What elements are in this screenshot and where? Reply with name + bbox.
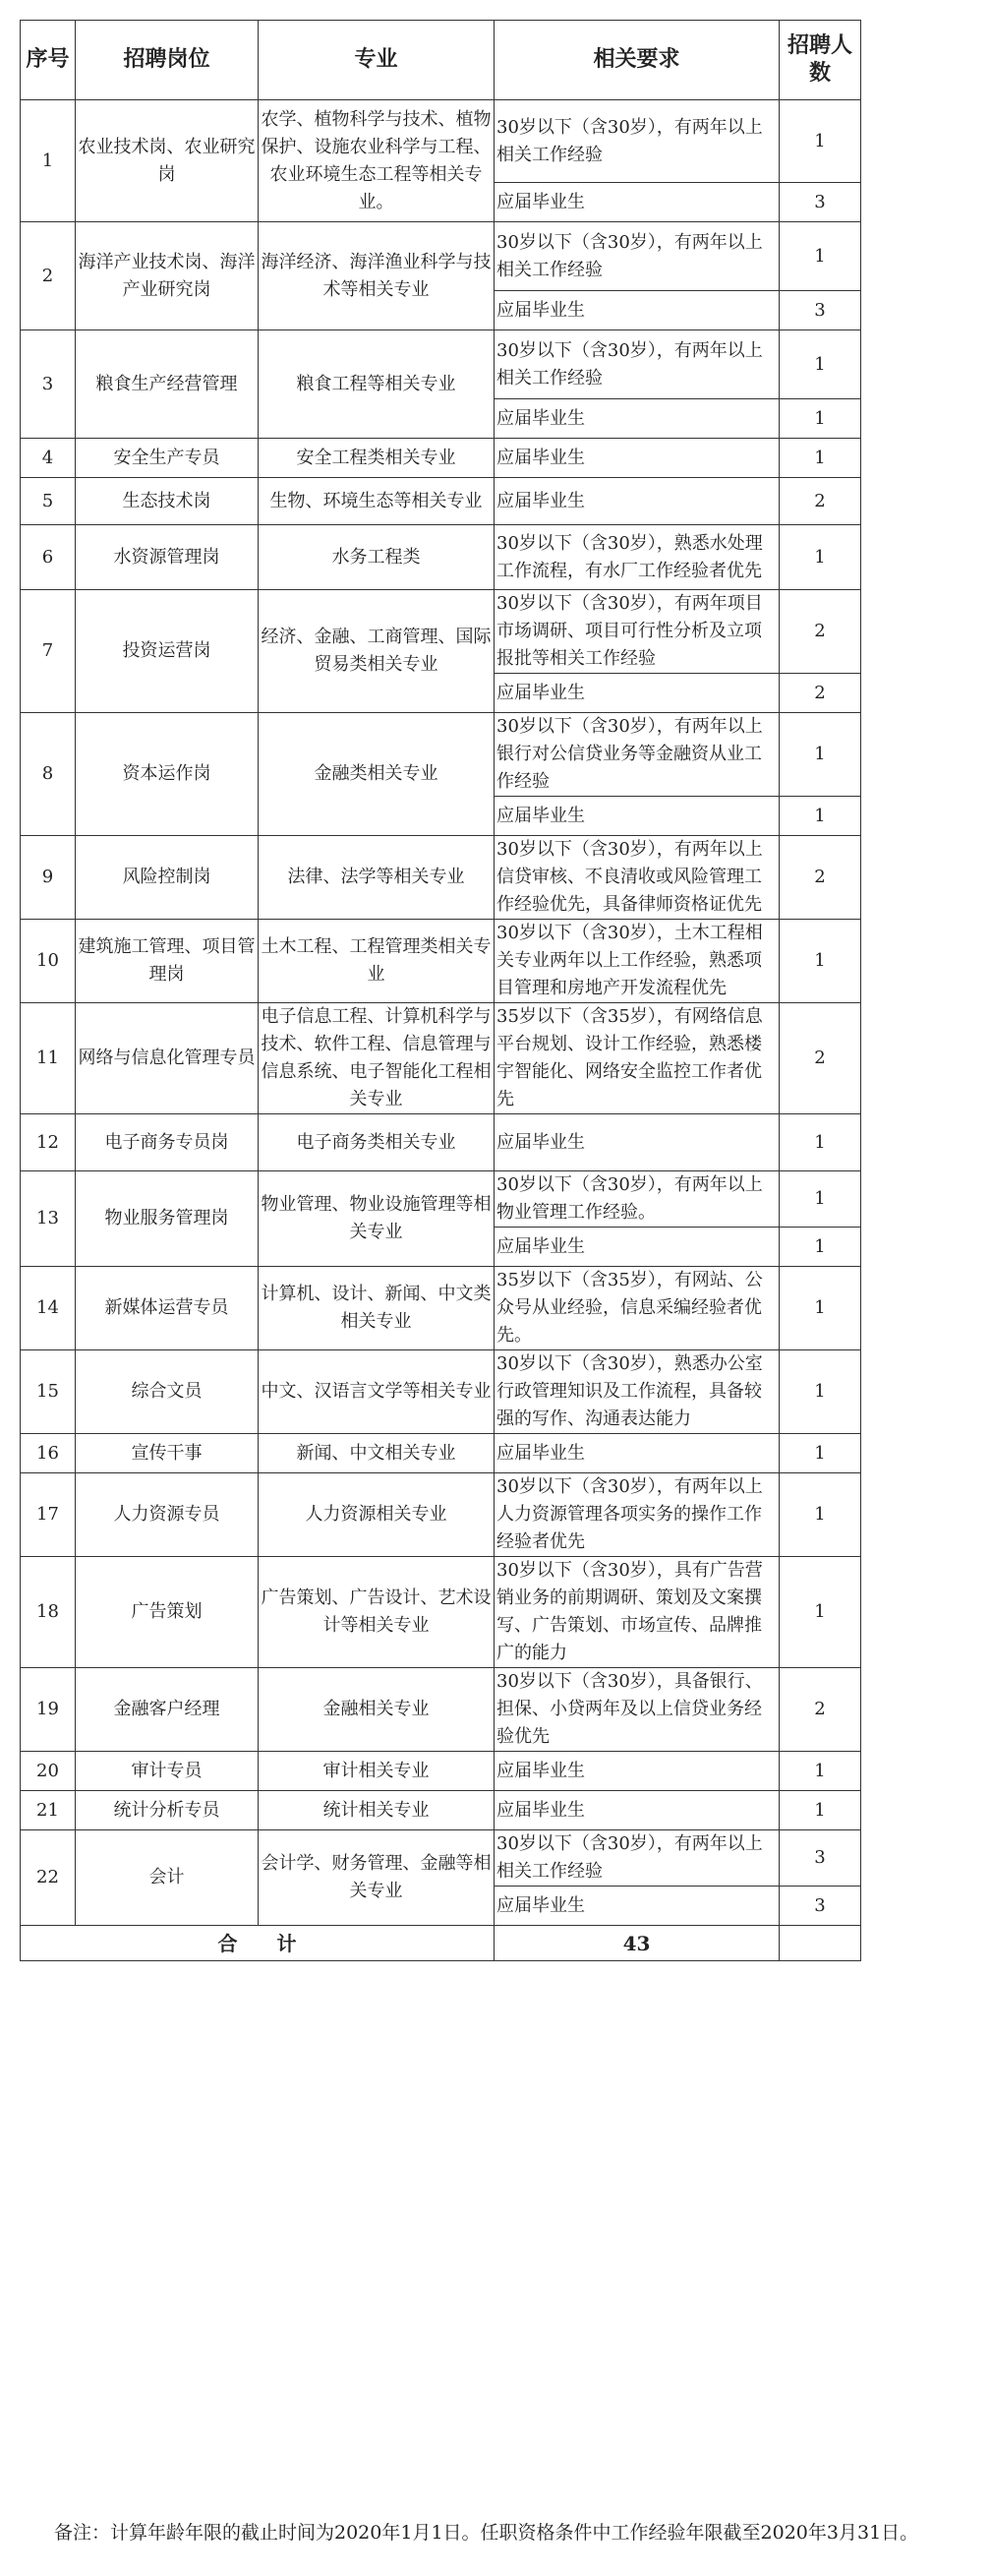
row-count: 1 (780, 1434, 861, 1473)
row-requirement: 30岁以下（含30岁），具有广告营销业务的前期调研、策划及文案撰写、广告策划、市场宣传、品牌推广的能力 (495, 1557, 780, 1668)
row-requirement: 30岁以下（含30岁），有两年以上相关工作经验 (495, 1830, 780, 1887)
row-seq: 17 (21, 1473, 76, 1557)
row-count: 3 (780, 183, 861, 222)
row-major: 金融类相关专业 (259, 713, 495, 836)
table-row (21, 1350, 861, 1434)
row-requirement: 应届毕业生 (495, 291, 780, 330)
row-count: 1 (780, 1267, 861, 1350)
row-count: 1 (780, 525, 861, 590)
row-requirement: 30岁以下（含30岁），有两年项目市场调研、项目可行性分析及立项报批等相关工作经验 (495, 590, 780, 674)
row-seq: 21 (21, 1791, 76, 1830)
row-major: 人力资源相关专业 (259, 1473, 495, 1557)
row-count: 1 (780, 1473, 861, 1557)
row-seq: 2 (21, 222, 76, 330)
row-count: 1 (780, 1228, 861, 1267)
row-count: 3 (780, 1887, 861, 1926)
table-row (21, 478, 861, 525)
row-major: 经济、金融、工商管理、国际贸易类相关专业 (259, 590, 495, 713)
row-requirement: 30岁以下（含30岁），有两年以上物业管理工作经验。 (495, 1171, 780, 1228)
row-post: 资本运作岗 (76, 713, 259, 836)
row-requirement: 应届毕业生 (495, 439, 780, 478)
row-requirement: 30岁以下（含30岁），熟悉办公室行政管理知识及工作流程，具备较强的写作、沟通表达能力 (495, 1350, 780, 1434)
table-row (21, 1791, 861, 1830)
row-count: 1 (780, 797, 861, 836)
row-post: 农业技术岗、农业研究岗 (76, 100, 259, 222)
row-count: 1 (780, 399, 861, 439)
row-seq: 13 (21, 1171, 76, 1267)
table-row (21, 330, 861, 399)
table-body (21, 100, 861, 1926)
row-count: 1 (780, 330, 861, 399)
row-seq: 20 (21, 1752, 76, 1791)
row-post: 电子商务专员岗 (76, 1114, 259, 1171)
table-row (21, 1114, 861, 1171)
row-seq: 5 (21, 478, 76, 525)
row-requirement: 30岁以下（含30岁），有两年以上信贷审核、不良清收或风险管理工作经验优先，具备律师资格证优先 (495, 836, 780, 920)
table-row (21, 1557, 861, 1668)
row-seq: 11 (21, 1003, 76, 1114)
table-row (21, 100, 861, 183)
row-post: 生态技术岗 (76, 478, 259, 525)
table-row (21, 713, 861, 797)
table-row (21, 1171, 861, 1228)
row-post: 投资运营岗 (76, 590, 259, 713)
row-major: 会计学、财务管理、金融等相关专业 (259, 1830, 495, 1926)
row-seq: 22 (21, 1830, 76, 1926)
row-count: 3 (780, 291, 861, 330)
row-post: 会计 (76, 1830, 259, 1926)
row-requirement: 30岁以下（含30岁），有两年以上相关工作经验 (495, 222, 780, 291)
row-post: 广告策划 (76, 1557, 259, 1668)
row-requirement: 应届毕业生 (495, 674, 780, 713)
row-post: 审计专员 (76, 1752, 259, 1791)
row-count: 2 (780, 836, 861, 920)
row-count: 1 (780, 920, 861, 1003)
row-seq: 3 (21, 330, 76, 439)
row-major: 中文、汉语言文学等相关专业 (259, 1350, 495, 1434)
row-post: 金融客户经理 (76, 1668, 259, 1752)
row-count: 2 (780, 590, 861, 674)
table-row (21, 590, 861, 674)
row-major: 电子信息工程、计算机科学与技术、软件工程、信息管理与信息系统、电子智能化工程相关专业 (259, 1003, 495, 1114)
table-row (21, 1267, 861, 1350)
row-requirement: 应届毕业生 (495, 1434, 780, 1473)
row-count: 2 (780, 1668, 861, 1752)
row-major: 计算机、设计、新闻、中文类相关专业 (259, 1267, 495, 1350)
header-seq: 序号 (21, 21, 76, 100)
row-post: 水资源管理岗 (76, 525, 259, 590)
table-row (21, 920, 861, 1003)
row-post: 海洋产业技术岗、海洋产业研究岗 (76, 222, 259, 330)
total-row (21, 1926, 861, 1961)
row-count: 1 (780, 713, 861, 797)
row-count: 1 (780, 1752, 861, 1791)
row-major: 审计相关专业 (259, 1752, 495, 1791)
row-seq: 12 (21, 1114, 76, 1171)
row-post: 风险控制岗 (76, 836, 259, 920)
row-requirement: 35岁以下（含35岁），有网络信息平台规划、设计工作经验，熟悉楼宇智能化、网络安全监控工作者优先 (495, 1003, 780, 1114)
row-requirement: 应届毕业生 (495, 183, 780, 222)
row-seq: 10 (21, 920, 76, 1003)
row-seq: 16 (21, 1434, 76, 1473)
row-count: 2 (780, 674, 861, 713)
row-count: 1 (780, 439, 861, 478)
row-post: 新媒体运营专员 (76, 1267, 259, 1350)
row-post: 统计分析专员 (76, 1791, 259, 1830)
table-row (21, 1003, 861, 1114)
row-requirement: 30岁以下（含30岁），有两年以上相关工作经验 (495, 330, 780, 399)
row-major: 统计相关专业 (259, 1791, 495, 1830)
row-count: 1 (780, 1171, 861, 1228)
row-major: 土木工程、工程管理类相关专业 (259, 920, 495, 1003)
row-post: 网络与信息化管理专员 (76, 1003, 259, 1114)
row-requirement: 35岁以下（含35岁），有网站、公众号从业经验，信息采编经验者优先。 (495, 1267, 780, 1350)
row-post: 建筑施工管理、项目管理岗 (76, 920, 259, 1003)
row-count: 1 (780, 1350, 861, 1434)
row-count: 1 (780, 100, 861, 183)
row-major: 农学、植物科学与技术、植物保护、设施农业科学与工程、农业环境生态工程等相关专业。 (259, 100, 495, 222)
header-requirements: 相关要求 (495, 21, 780, 100)
total-label: 合 计 (21, 1926, 495, 1961)
row-count: 1 (780, 222, 861, 291)
row-major: 广告策划、广告设计、艺术设计等相关专业 (259, 1557, 495, 1668)
total-empty (780, 1926, 861, 1961)
row-major: 金融相关专业 (259, 1668, 495, 1752)
row-count: 3 (780, 1830, 861, 1887)
row-post: 综合文员 (76, 1350, 259, 1434)
recruitment-table (20, 20, 861, 1961)
row-post: 物业服务管理岗 (76, 1171, 259, 1267)
row-requirement: 应届毕业生 (495, 399, 780, 439)
header-post: 招聘岗位 (76, 21, 259, 100)
row-requirement: 30岁以下（含30岁），具备银行、担保、小贷两年及以上信贷业务经验优先 (495, 1668, 780, 1752)
row-major: 生物、环境生态等相关专业 (259, 478, 495, 525)
row-major: 安全工程类相关专业 (259, 439, 495, 478)
row-count: 1 (780, 1557, 861, 1668)
row-major: 新闻、中文相关专业 (259, 1434, 495, 1473)
row-requirement: 30岁以下（含30岁），有两年以上相关工作经验 (495, 100, 780, 183)
table-row (21, 525, 861, 590)
row-major: 法律、法学等相关专业 (259, 836, 495, 920)
row-major: 电子商务类相关专业 (259, 1114, 495, 1171)
row-seq: 14 (21, 1267, 76, 1350)
row-requirement: 30岁以下（含30岁），土木工程相关专业两年以上工作经验，熟悉项目管理和房地产开发流程优先 (495, 920, 780, 1003)
table-row (21, 439, 861, 478)
row-count: 2 (780, 478, 861, 525)
row-requirement: 应届毕业生 (495, 1228, 780, 1267)
row-requirement: 应届毕业生 (495, 478, 780, 525)
header-count: 招聘人数 (780, 21, 861, 100)
row-seq: 19 (21, 1668, 76, 1752)
row-requirement: 应届毕业生 (495, 1752, 780, 1791)
total-value: 43 (495, 1926, 780, 1961)
row-count: 2 (780, 1003, 861, 1114)
table-row (21, 1434, 861, 1473)
row-post: 粮食生产经营管理 (76, 330, 259, 439)
row-seq: 8 (21, 713, 76, 836)
row-requirement: 30岁以下（含30岁），熟悉水处理工作流程，有水厂工作经验者优先 (495, 525, 780, 590)
row-post: 人力资源专员 (76, 1473, 259, 1557)
row-seq: 6 (21, 525, 76, 590)
row-seq: 15 (21, 1350, 76, 1434)
table-row (21, 836, 861, 920)
header-major: 专业 (259, 21, 495, 100)
row-count: 1 (780, 1791, 861, 1830)
table-row (21, 1830, 861, 1887)
row-seq: 18 (21, 1557, 76, 1668)
row-requirement: 30岁以下（含30岁），有两年以上银行对公信贷业务等金融资从业工作经验 (495, 713, 780, 797)
row-major: 物业管理、物业设施管理等相关专业 (259, 1171, 495, 1267)
table-row (21, 222, 861, 291)
row-seq: 7 (21, 590, 76, 713)
row-requirement: 应届毕业生 (495, 797, 780, 836)
header-row (21, 21, 861, 100)
row-seq: 1 (21, 100, 76, 222)
table-row (21, 1752, 861, 1791)
row-major: 粮食工程等相关专业 (259, 330, 495, 439)
row-post: 安全生产专员 (76, 439, 259, 478)
row-seq: 4 (21, 439, 76, 478)
row-major: 海洋经济、海洋渔业科学与技术等相关专业 (259, 222, 495, 330)
row-seq: 9 (21, 836, 76, 920)
row-requirement: 应届毕业生 (495, 1887, 780, 1926)
row-requirement: 30岁以下（含30岁），有两年以上人力资源管理各项实务的操作工作经验者优先 (495, 1473, 780, 1557)
footnote: 备注：计算年龄年限的截止时间为2020年1月1日。任职资格条件中工作经验年限截至2020年3月31日。 (54, 2522, 919, 2544)
row-post: 宣传干事 (76, 1434, 259, 1473)
row-requirement: 应届毕业生 (495, 1791, 780, 1830)
row-major: 水务工程类 (259, 525, 495, 590)
table-row (21, 1473, 861, 1557)
row-requirement: 应届毕业生 (495, 1114, 780, 1171)
table-row (21, 1668, 861, 1752)
row-count: 1 (780, 1114, 861, 1171)
